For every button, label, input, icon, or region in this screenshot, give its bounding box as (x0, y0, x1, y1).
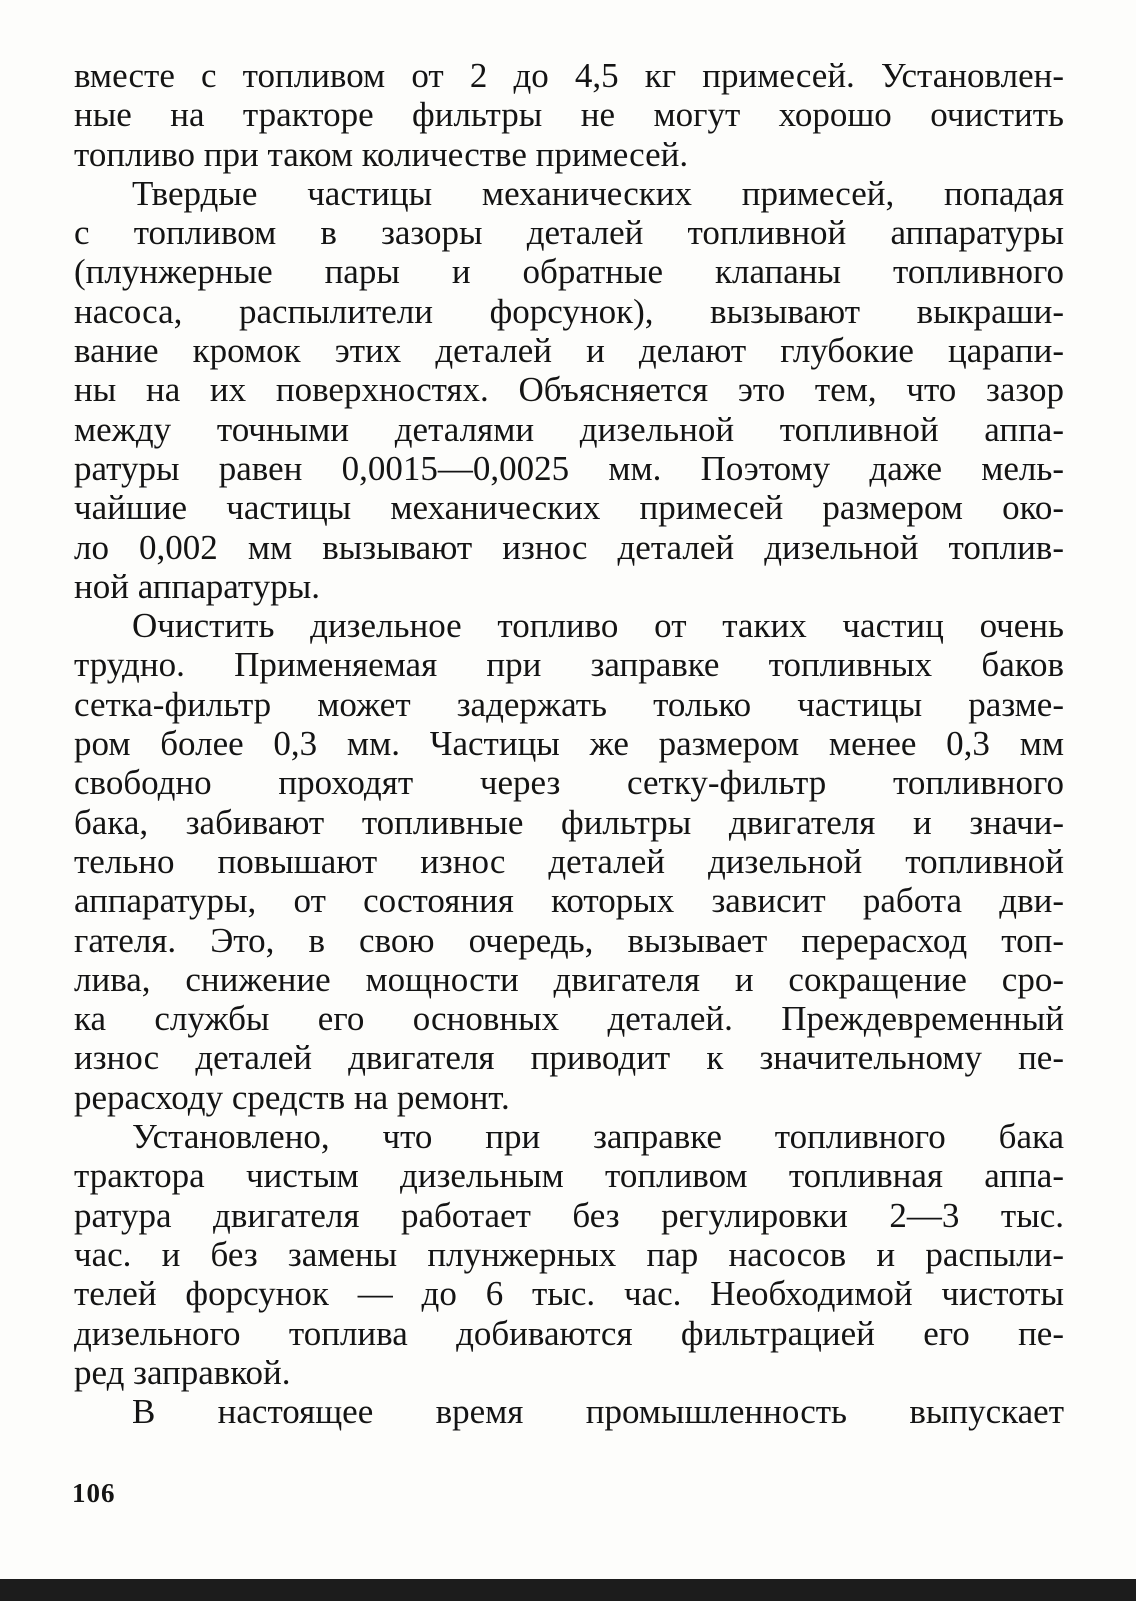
text-line: свободно проходят через сетку-фильтр топливного (74, 763, 1064, 803)
text-line: аппаратуры, от состояния которых зависит работа дви- (74, 881, 1064, 921)
paragraph (74, 606, 1064, 1117)
text-line: В настоящее время промышленность выпускает (132, 1392, 1064, 1432)
text-line: час. и без замены плунжерных пар насосов и распыли- (74, 1234, 1064, 1274)
text-line: тельно повышают износ деталей дизельной топливной (74, 841, 1064, 881)
text-line: телей форсунок — до 6 тыс. час. Необходимой чистоты (74, 1274, 1064, 1314)
text-line: рерасходу средств на ремонт. (74, 1077, 510, 1117)
text-line: бака, забивают топливные фильтры двигателя и значи- (74, 802, 1064, 842)
paragraph (74, 56, 1064, 174)
text-line: износ деталей двигателя приводит к значительному пе- (74, 1038, 1064, 1078)
text-line: ратура двигателя работает без регулировки 2—3 тыс. (74, 1195, 1064, 1235)
text-line: лива, снижение мощности двигателя и сокращение сро- (74, 959, 1064, 999)
text-line: (плунжерные пары и обратные клапаны топливного (74, 252, 1064, 292)
text-line: гателя. Это, в свою очередь, вызывает перерасход топ- (74, 920, 1064, 960)
text-line: ред заправкой. (74, 1352, 291, 1392)
text-line: Очистить дизельное топливо от таких частиц очень (132, 606, 1064, 646)
text-line: трактора чистым дизельным топливом топливная аппа- (74, 1156, 1064, 1196)
body-text (74, 56, 1064, 1431)
paragraph (74, 174, 1064, 606)
text-line: ло 0,002 мм вызывают износ деталей дизельной топлив- (74, 527, 1064, 567)
text-line: ром более 0,3 мм. Частицы же размером менее 0,3 мм (74, 724, 1064, 764)
text-line: ны на их поверхностях. Объясняется это тем, что зазор (74, 370, 1064, 410)
text-line: насоса, распылители форсунок), вызывают выкраши- (74, 291, 1064, 331)
text-line: трудно. Применяемая при заправке топливных баков (74, 645, 1064, 685)
text-line: Твердые частицы механических примесей, попадая (132, 173, 1064, 213)
scan-bottom-edge (0, 1579, 1136, 1601)
text-line: сетка-фильтр может задержать только частицы разме- (74, 684, 1064, 724)
page-number: 106 (72, 1478, 116, 1508)
text-line: топливо при таком количестве примесей. (74, 134, 689, 174)
text-line: ные на тракторе фильтры не могут хорошо очистить (74, 95, 1064, 135)
paragraph (74, 1392, 1064, 1431)
text-line: Установлено, что при заправке топливного бака (132, 1117, 1064, 1157)
text-line: ратуры равен 0,0015—0,0025 мм. Поэтому даже мель- (74, 448, 1064, 488)
text-line: дизельного топлива добиваются фильтрацией его пе- (74, 1313, 1064, 1353)
text-line: вание кромок этих деталей и делают глубокие царапи- (74, 331, 1064, 371)
text-line: ка службы его основных деталей. Преждевременный (74, 999, 1064, 1039)
text-line: вместе с топливом от 2 до 4,5 кг примесей. Установлен- (74, 56, 1064, 95)
text-line: чайшие частицы механических примесей размером око- (74, 488, 1064, 528)
paragraph (74, 1117, 1064, 1392)
text-line: между точными деталями дизельной топливной аппа- (74, 409, 1064, 449)
text-line: ной аппаратуры. (74, 566, 321, 606)
text-line: с топливом в зазоры деталей топливной аппаратуры (74, 213, 1064, 253)
